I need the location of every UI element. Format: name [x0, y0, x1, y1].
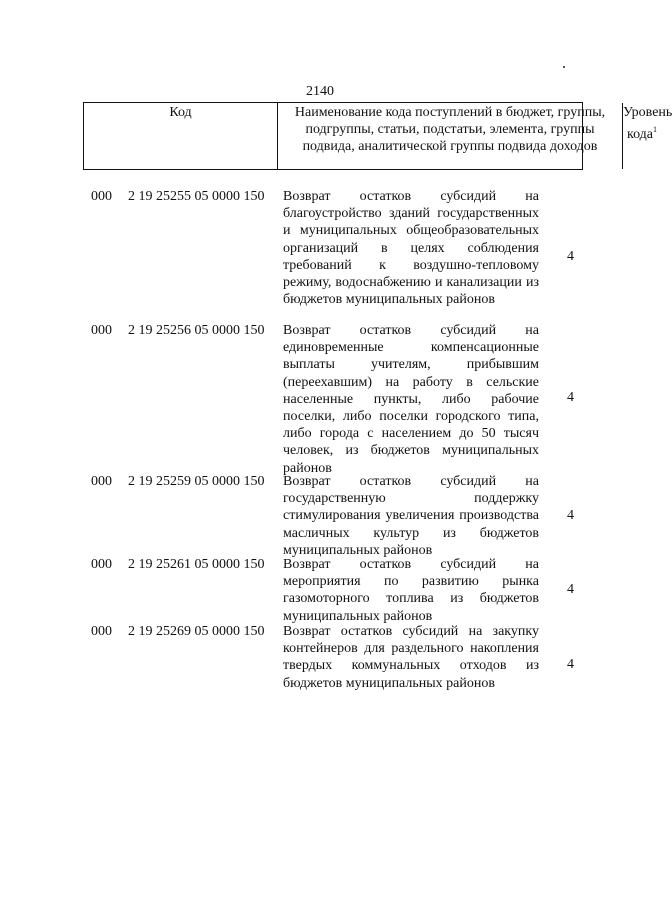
revenue-code: 2 19 25269 05 0000 150 — [128, 624, 265, 639]
code-level: 4 — [567, 390, 574, 405]
revenue-code: 2 19 25259 05 0000 150 — [128, 474, 265, 489]
admin-code: 000 — [91, 557, 112, 572]
header-level-label: Уровень кода — [623, 105, 672, 142]
code-level: 4 — [567, 582, 574, 597]
revenue-code: 2 19 25256 05 0000 150 — [128, 323, 265, 338]
revenue-name: Возврат остатков субсидий на государственную поддержку стимулирования увеличения производства масличных культур из бюджетов муниципальных районов — [283, 474, 539, 558]
admin-code: 000 — [91, 474, 112, 489]
code-level: 4 — [567, 508, 574, 523]
table-header — [83, 102, 672, 170]
revenue-code: 2 19 25255 05 0000 150 — [128, 189, 265, 204]
revenue-name: Возврат остатков субсидий на мероприятия по развитию рынка газомоторного топлива из бюджетов муниципальных районов — [283, 557, 539, 624]
scan-speck — [563, 66, 565, 68]
revenue-name: Возврат остатков субсидий на благоустройство зданий государственных и муниципальных общеобразовательных организаций в целях соблюдения требований к воздушно-тепловому режиму, водоснабжению и канализации из бюджетов муниципальных районов — [283, 189, 539, 308]
code-level: 4 — [567, 657, 574, 672]
admin-code: 000 — [91, 189, 112, 204]
admin-code: 000 — [91, 323, 112, 338]
header-code: Код — [84, 103, 278, 169]
admin-code: 000 — [91, 624, 112, 639]
page-number: 2140 — [306, 84, 334, 99]
code-level: 4 — [567, 249, 574, 264]
revenue-code: 2 19 25261 05 0000 150 — [128, 557, 265, 572]
revenue-name: Возврат остатков субсидий на закупку контейнеров для раздельного накопления твердых коммунальных отходов из бюджетов муниципальных районов — [283, 624, 539, 691]
revenue-name: Возврат остатков субсидий на единовременные компенсационные выплаты учителям, прибывшим (переехавшим) на работу в сельские населенные пункты, либо рабочие поселки, либо поселки городского типа, либо города с населением до 50 тысяч человек, из бюджетов муниципальных районов — [283, 323, 539, 476]
footnote-marker: 1 — [653, 125, 658, 134]
header-name: Наименование кода поступлений в бюджет, группы, подгруппы, статьи, подстатьи, элемента, группы подвида, аналитической группы подвида доходов — [278, 103, 623, 169]
header-level — [623, 103, 672, 169]
